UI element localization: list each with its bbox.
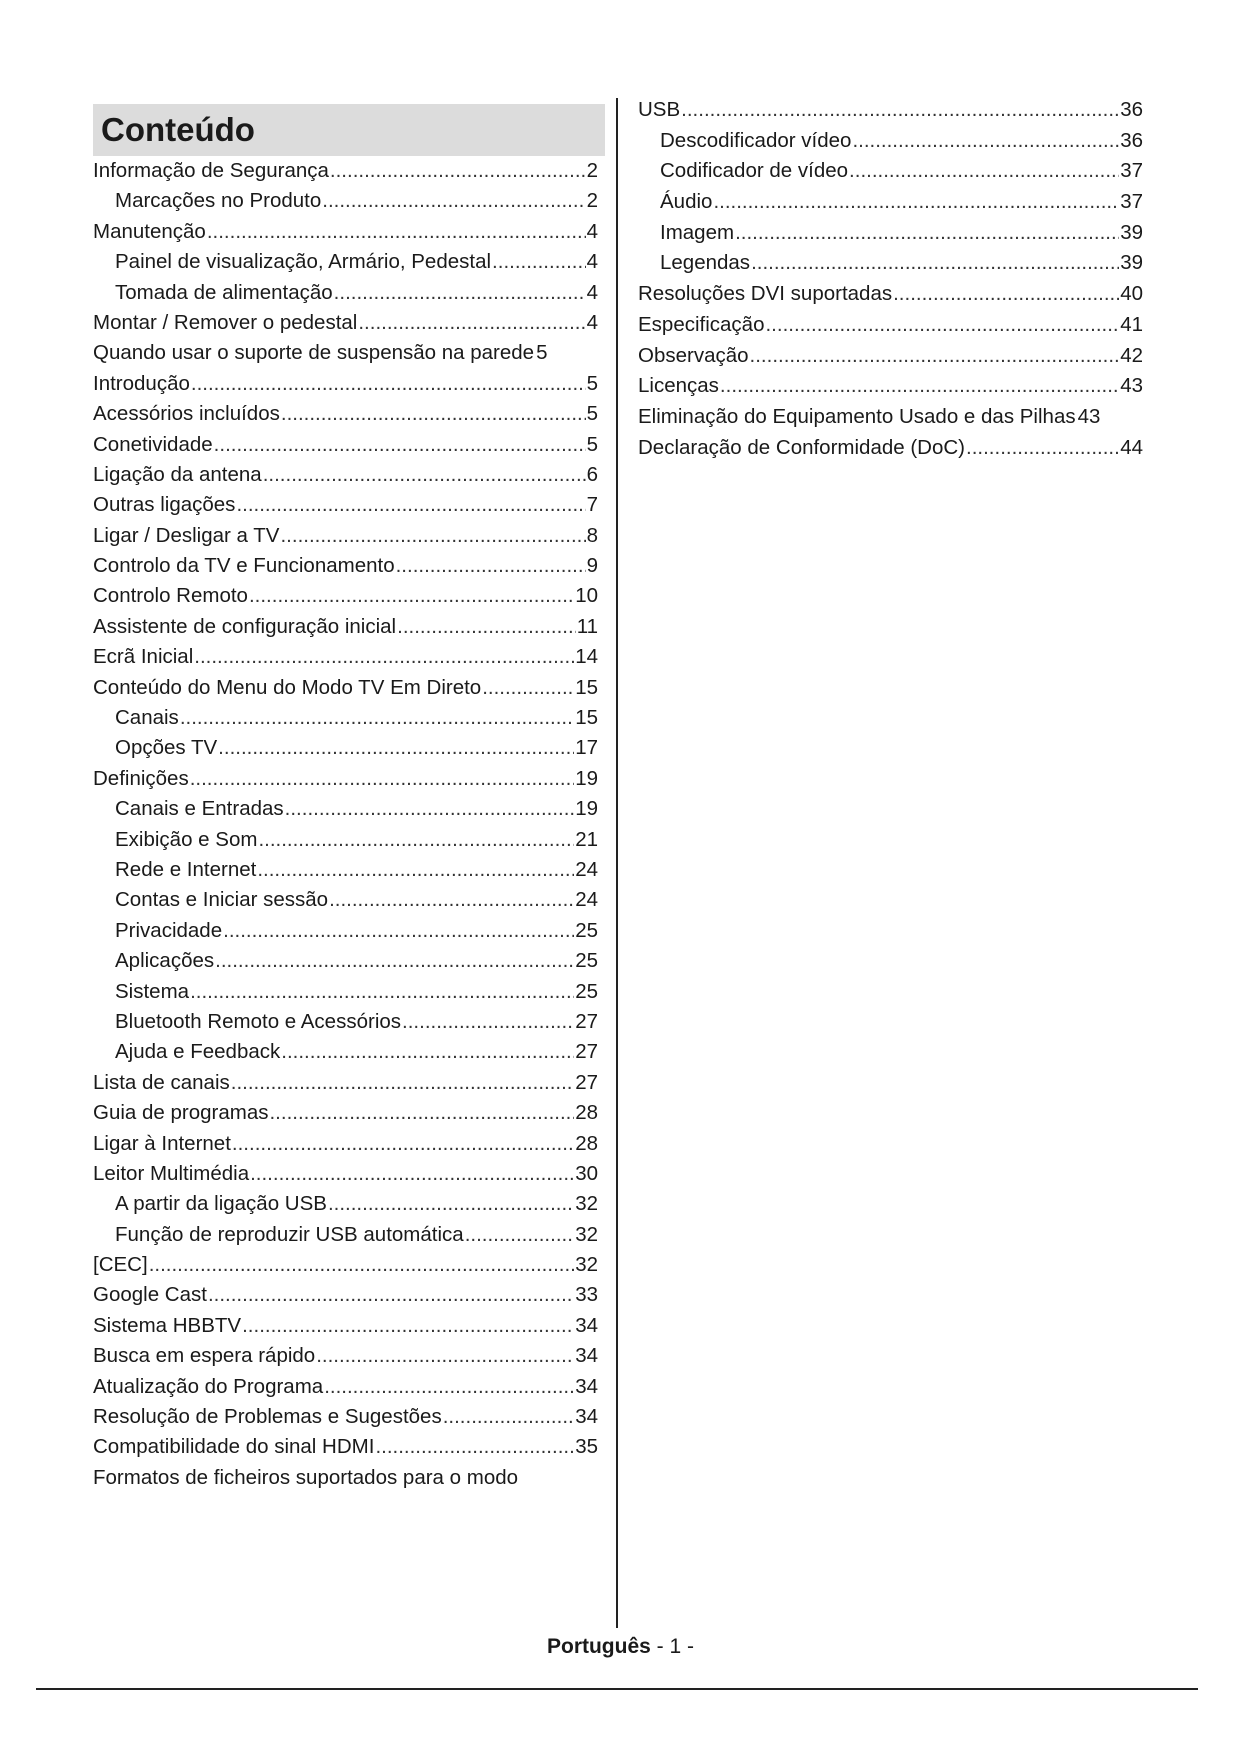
toc-entry-label: Áudio	[660, 190, 713, 214]
toc-leader-dots	[396, 551, 586, 581]
toc-entry[interactable]	[93, 581, 598, 611]
toc-entry-page: 32	[575, 1222, 598, 1246]
toc-entry-page: 44	[1120, 435, 1143, 459]
toc-entry[interactable]	[93, 885, 598, 915]
toc-entry[interactable]	[93, 247, 598, 277]
toc-leader-dots	[250, 1159, 574, 1189]
toc-entry-label: Definições	[93, 766, 189, 790]
toc-entry-label: Quando usar o suporte de suspensão na parede	[93, 341, 535, 365]
toc-leader-dots	[215, 946, 574, 976]
toc-entry-page: 37	[1120, 159, 1143, 183]
toc-entry-label: Conteúdo do Menu do Modo TV Em Direto	[93, 675, 482, 699]
toc-entry[interactable]	[93, 1372, 598, 1402]
footer-rule	[36, 1688, 1198, 1690]
toc-leader-dots	[242, 1311, 574, 1341]
toc-entry[interactable]	[93, 642, 598, 672]
toc-entry[interactable]	[93, 1129, 598, 1159]
toc-entry-label: Compatibilidade do sinal HDMI	[93, 1435, 375, 1459]
toc-entry[interactable]	[93, 1220, 598, 1250]
toc-entry-page: 15	[575, 706, 598, 730]
toc-entry-page: 4	[586, 280, 598, 304]
toc-entry[interactable]	[638, 341, 1143, 372]
toc-entry-label: Imagem	[660, 220, 735, 244]
toc-entry-label: Busca em espera rápido	[93, 1344, 316, 1368]
toc-entry-page: 25	[575, 979, 598, 1003]
toc-leader-dots	[249, 581, 574, 611]
toc-leader-dots	[316, 1341, 574, 1371]
toc-entry[interactable]	[638, 95, 1143, 126]
toc-entry-label: Informação de Segurança	[93, 159, 329, 182]
toc-entry[interactable]	[638, 433, 1143, 464]
toc-entry-page: 41	[1120, 312, 1143, 336]
toc-entry-label: Rede e Internet	[115, 857, 257, 881]
toc-entry[interactable]	[93, 764, 598, 794]
toc-left-column	[93, 156, 598, 1493]
toc-entry-label: Montar / Remover o pedestal	[93, 310, 358, 334]
toc-leader-dots	[713, 187, 1119, 218]
toc-entry-label: A partir da ligação USB	[115, 1192, 327, 1216]
toc-entry-label: Painel de visualização, Armário, Pedestal	[115, 250, 492, 274]
toc-entry-page: 6	[586, 462, 598, 486]
toc-entry[interactable]	[638, 310, 1143, 341]
toc-leader-dots	[375, 1432, 574, 1462]
toc-entry[interactable]	[93, 1463, 598, 1493]
toc-leader-dots	[397, 612, 576, 642]
toc-leader-dots	[720, 371, 1119, 402]
toc-entry[interactable]	[93, 1189, 598, 1219]
toc-entry-page: 21	[575, 827, 598, 851]
toc-leader-dots	[482, 673, 574, 703]
toc-entry[interactable]	[93, 1432, 598, 1462]
toc-entry-label: Ajuda e Feedback	[115, 1040, 281, 1064]
toc-leader-dots	[443, 1402, 574, 1432]
toc-entry-page: 9	[586, 554, 598, 578]
toc-entry-page: 25	[575, 918, 598, 942]
toc-entry-label: Ligação da antena	[93, 462, 262, 486]
toc-leader-dots	[358, 308, 585, 338]
toc-entry-page: 33	[575, 1283, 598, 1307]
toc-leader-dots	[849, 156, 1119, 187]
toc-entry-label: Contas e Iniciar sessão	[115, 888, 329, 912]
toc-entry-page: 28	[575, 1101, 598, 1125]
toc-entry-page: 4	[586, 310, 598, 334]
toc-entry-label: Ecrã Inicial	[93, 645, 194, 669]
toc-leader-dots	[751, 248, 1119, 279]
footer-language: Português	[546, 1635, 651, 1658]
toc-leader-dots	[328, 1189, 574, 1219]
toc-leader-dots	[324, 1372, 574, 1402]
toc-leader-dots	[232, 1129, 574, 1159]
toc-leader-dots	[852, 126, 1119, 157]
toc-leader-dots	[765, 310, 1119, 341]
toc-right-column	[638, 95, 1143, 463]
toc-entry-page: 7	[586, 493, 598, 517]
toc-entry-label: Introdução	[93, 371, 190, 395]
toc-entry-page: 34	[575, 1344, 598, 1368]
toc-leader-dots	[207, 217, 586, 247]
toc-entry-label: Especificação	[638, 312, 765, 336]
toc-entry[interactable]	[93, 399, 598, 429]
toc-entry[interactable]	[93, 460, 598, 490]
toc-entry-label: Leitor Multimédia	[93, 1161, 250, 1185]
toc-entry-label: Descodificador vídeo	[660, 128, 852, 152]
toc-entry[interactable]	[93, 1159, 598, 1189]
toc-entry-page: 39	[1120, 220, 1143, 244]
toc-leader-dots	[681, 95, 1119, 126]
toc-entry[interactable]	[93, 369, 598, 399]
toc-entry-label: Ligar / Desligar a TV	[93, 523, 280, 547]
toc-entry-label: Eliminação do Equipamento Usado e das Pilhas	[638, 404, 1076, 428]
toc-entry[interactable]	[93, 825, 598, 855]
page-footer	[0, 1635, 1241, 1659]
toc-entry[interactable]	[93, 1007, 598, 1037]
toc-entry-label: Conetividade	[93, 432, 213, 456]
toc-entry-label: Licenças	[638, 374, 719, 398]
toc-entry[interactable]	[638, 248, 1143, 279]
toc-entry-label: USB	[638, 98, 681, 121]
toc-entry-label: Acessórios incluídos	[93, 402, 280, 426]
toc-leader-dots	[285, 794, 575, 824]
toc-entry-label: Lista de canais	[93, 1070, 230, 1094]
toc-entry[interactable]	[93, 703, 598, 733]
toc-entry-label: Controlo da TV e Funcionamento	[93, 554, 395, 578]
toc-entry-page: 25	[575, 949, 598, 973]
toc-entry-page: 8	[586, 523, 598, 547]
toc-leader-dots	[322, 186, 585, 216]
toc-entry[interactable]	[93, 308, 598, 338]
toc-entry-label: Codificador de vídeo	[660, 159, 849, 183]
toc-entry-label: Aplicações	[115, 949, 215, 973]
toc-entry-page: 30	[575, 1161, 598, 1185]
toc-entry-page: 24	[575, 857, 598, 881]
toc-entry[interactable]	[93, 1280, 598, 1310]
toc-entry[interactable]	[638, 187, 1143, 218]
toc-leader-dots	[402, 1007, 574, 1037]
toc-title-box	[93, 104, 605, 156]
toc-entry[interactable]	[93, 794, 598, 824]
toc-leader-dots	[330, 156, 586, 186]
toc-entry[interactable]	[638, 371, 1143, 402]
toc-entry[interactable]	[93, 1098, 598, 1128]
toc-entry-page: 24	[575, 888, 598, 912]
toc-entry-label: Bluetooth Remoto e Acessórios	[115, 1009, 402, 1033]
toc-leader-dots	[214, 430, 586, 460]
toc-entry[interactable]	[93, 1250, 598, 1280]
toc-entry-label: Manutenção	[93, 219, 206, 243]
toc-entry-page: 11	[576, 614, 598, 638]
toc-entry-label: Marcações no Produto	[115, 189, 322, 213]
toc-entry[interactable]	[93, 946, 598, 976]
toc-entry-page: 10	[575, 584, 598, 608]
toc-leader-dots	[191, 369, 586, 399]
toc-entry-label: Exibição e Som	[115, 827, 258, 851]
toc-leader-dots	[257, 855, 574, 885]
toc-entry-label: Google Cast	[93, 1283, 207, 1307]
toc-entry-label: Tomada de alimentação	[115, 280, 333, 304]
toc-entry[interactable]	[93, 733, 598, 763]
toc-leader-dots	[236, 490, 585, 520]
toc-entry-page: 5	[536, 341, 548, 365]
toc-entry-label: Canais e Entradas	[115, 797, 284, 821]
toc-entry-page: 27	[575, 1040, 598, 1064]
toc-entry-page: 19	[575, 797, 598, 821]
toc-entry-page: 35	[575, 1435, 598, 1459]
toc-leader-dots	[194, 642, 574, 672]
toc-leader-dots	[966, 433, 1119, 464]
toc-entry-page: 34	[575, 1405, 598, 1429]
toc-leader-dots	[465, 1220, 575, 1250]
toc-entry[interactable]	[93, 278, 598, 308]
toc-entry[interactable]	[93, 1037, 598, 1067]
toc-entry-page: 2	[586, 189, 598, 213]
toc-leader-dots	[750, 341, 1120, 372]
toc-entry-label: Resolução de Problemas e Sugestões	[93, 1405, 442, 1429]
toc-entry-page: 4	[586, 219, 598, 243]
toc-entry-page: 28	[575, 1131, 598, 1155]
toc-entry[interactable]	[93, 490, 598, 520]
toc-entry-page: 5	[586, 371, 598, 395]
toc-entry[interactable]	[93, 521, 598, 551]
toc-entry-page: 19	[575, 766, 598, 790]
toc-entry-page: 5	[586, 432, 598, 456]
toc-entry-page: 17	[575, 736, 598, 760]
toc-entry[interactable]	[93, 673, 598, 703]
toc-leader-dots	[218, 733, 574, 763]
toc-entry[interactable]	[93, 916, 598, 946]
toc-entry[interactable]	[93, 186, 598, 216]
toc-leader-dots	[208, 1280, 574, 1310]
toc-entry-page: 15	[575, 675, 598, 699]
toc-leader-dots	[281, 399, 586, 429]
toc-entry[interactable]	[93, 612, 598, 642]
toc-leader-dots	[329, 885, 574, 915]
toc-entry[interactable]	[638, 218, 1143, 249]
toc-entry-page: 42	[1120, 343, 1143, 367]
toc-leader-dots	[190, 764, 574, 794]
toc-leader-dots	[280, 521, 585, 551]
toc-entry-label: Privacidade	[115, 918, 223, 942]
toc-entry[interactable]	[93, 430, 598, 460]
toc-leader-dots	[263, 460, 586, 490]
toc-entry-page: 14	[575, 645, 598, 669]
toc-entry[interactable]	[638, 156, 1143, 187]
toc-entry-label: Assistente de configuração inicial	[93, 614, 397, 638]
toc-leader-dots	[281, 1037, 574, 1067]
toc-entry[interactable]	[93, 1311, 598, 1341]
toc-entry[interactable]	[93, 977, 598, 1007]
toc-entry-label: Legendas	[660, 251, 751, 275]
toc-entry-label: Outras ligações	[93, 493, 236, 517]
toc-entry-label: Controlo Remoto	[93, 584, 248, 608]
toc-entry[interactable]	[93, 1068, 598, 1098]
toc-leader-dots	[492, 247, 586, 277]
toc-leader-dots	[735, 218, 1119, 249]
toc-entry-page: 36	[1120, 128, 1143, 152]
column-divider	[616, 98, 618, 1628]
toc-entry-label: Sistema	[115, 979, 190, 1003]
toc-entry-label: Sistema HBBTV	[93, 1313, 242, 1337]
toc-entry[interactable]	[93, 338, 598, 368]
toc-entry-label: Opções TV	[115, 736, 218, 760]
toc-entry-page: 40	[1120, 282, 1143, 306]
toc-entry[interactable]	[638, 279, 1143, 310]
toc-entry-page: 27	[575, 1070, 598, 1094]
toc-entry-page: 39	[1120, 251, 1143, 275]
toc-entry[interactable]	[93, 156, 598, 186]
toc-entry-page: 32	[575, 1253, 598, 1277]
toc-entry-label: Canais	[115, 706, 179, 730]
toc-entry-label: Ligar à Internet	[93, 1131, 231, 1155]
toc-entry-label: Formatos de ficheiros suportados para o modo	[93, 1465, 519, 1489]
toc-entry[interactable]	[93, 855, 598, 885]
toc-entry-page: 27	[575, 1009, 598, 1033]
toc-entry[interactable]	[93, 551, 598, 581]
toc-entry[interactable]	[638, 402, 1143, 433]
toc-leader-dots	[180, 703, 574, 733]
toc-entry-label: Atualização do Programa	[93, 1374, 324, 1398]
toc-leader-dots	[223, 916, 574, 946]
toc-entry-label: Declaração de Conformidade (DoC)	[638, 435, 966, 459]
toc-entry[interactable]	[638, 126, 1143, 157]
toc-leader-dots	[258, 825, 574, 855]
toc-entry-label: Guia de programas	[93, 1101, 269, 1125]
toc-entry-page: 5	[586, 402, 598, 426]
toc-entry-page: 36	[1120, 98, 1143, 121]
toc-leader-dots	[190, 977, 574, 1007]
toc-entry[interactable]	[93, 217, 598, 247]
toc-entry-label: Observação	[638, 343, 749, 367]
toc-entry-label: [CEC]	[93, 1253, 148, 1277]
footer-page-number: - 1 -	[650, 1635, 694, 1658]
toc-entry-page: 37	[1120, 190, 1143, 214]
toc-entry-page: 34	[575, 1313, 598, 1337]
toc-leader-dots	[893, 279, 1119, 310]
toc-entry-page: 2	[586, 159, 598, 182]
toc-entry-page: 43	[1077, 404, 1101, 428]
toc-leader-dots	[269, 1098, 574, 1128]
toc-entry-label: Função de reproduzir USB automática	[115, 1222, 464, 1246]
toc-entry-page: 4	[586, 250, 598, 274]
toc-entry-page: 34	[575, 1374, 598, 1398]
toc-leader-dots	[149, 1250, 575, 1280]
toc-entry[interactable]	[93, 1402, 598, 1432]
toc-entry-page: 32	[575, 1192, 598, 1216]
toc-leader-dots	[231, 1068, 574, 1098]
toc-entry[interactable]	[93, 1341, 598, 1371]
toc-leader-dots	[334, 278, 586, 308]
toc-entry-page: 43	[1120, 374, 1143, 398]
page-title: Conteúdo	[101, 111, 255, 148]
toc-entry-label: Resoluções DVI suportadas	[638, 282, 893, 306]
